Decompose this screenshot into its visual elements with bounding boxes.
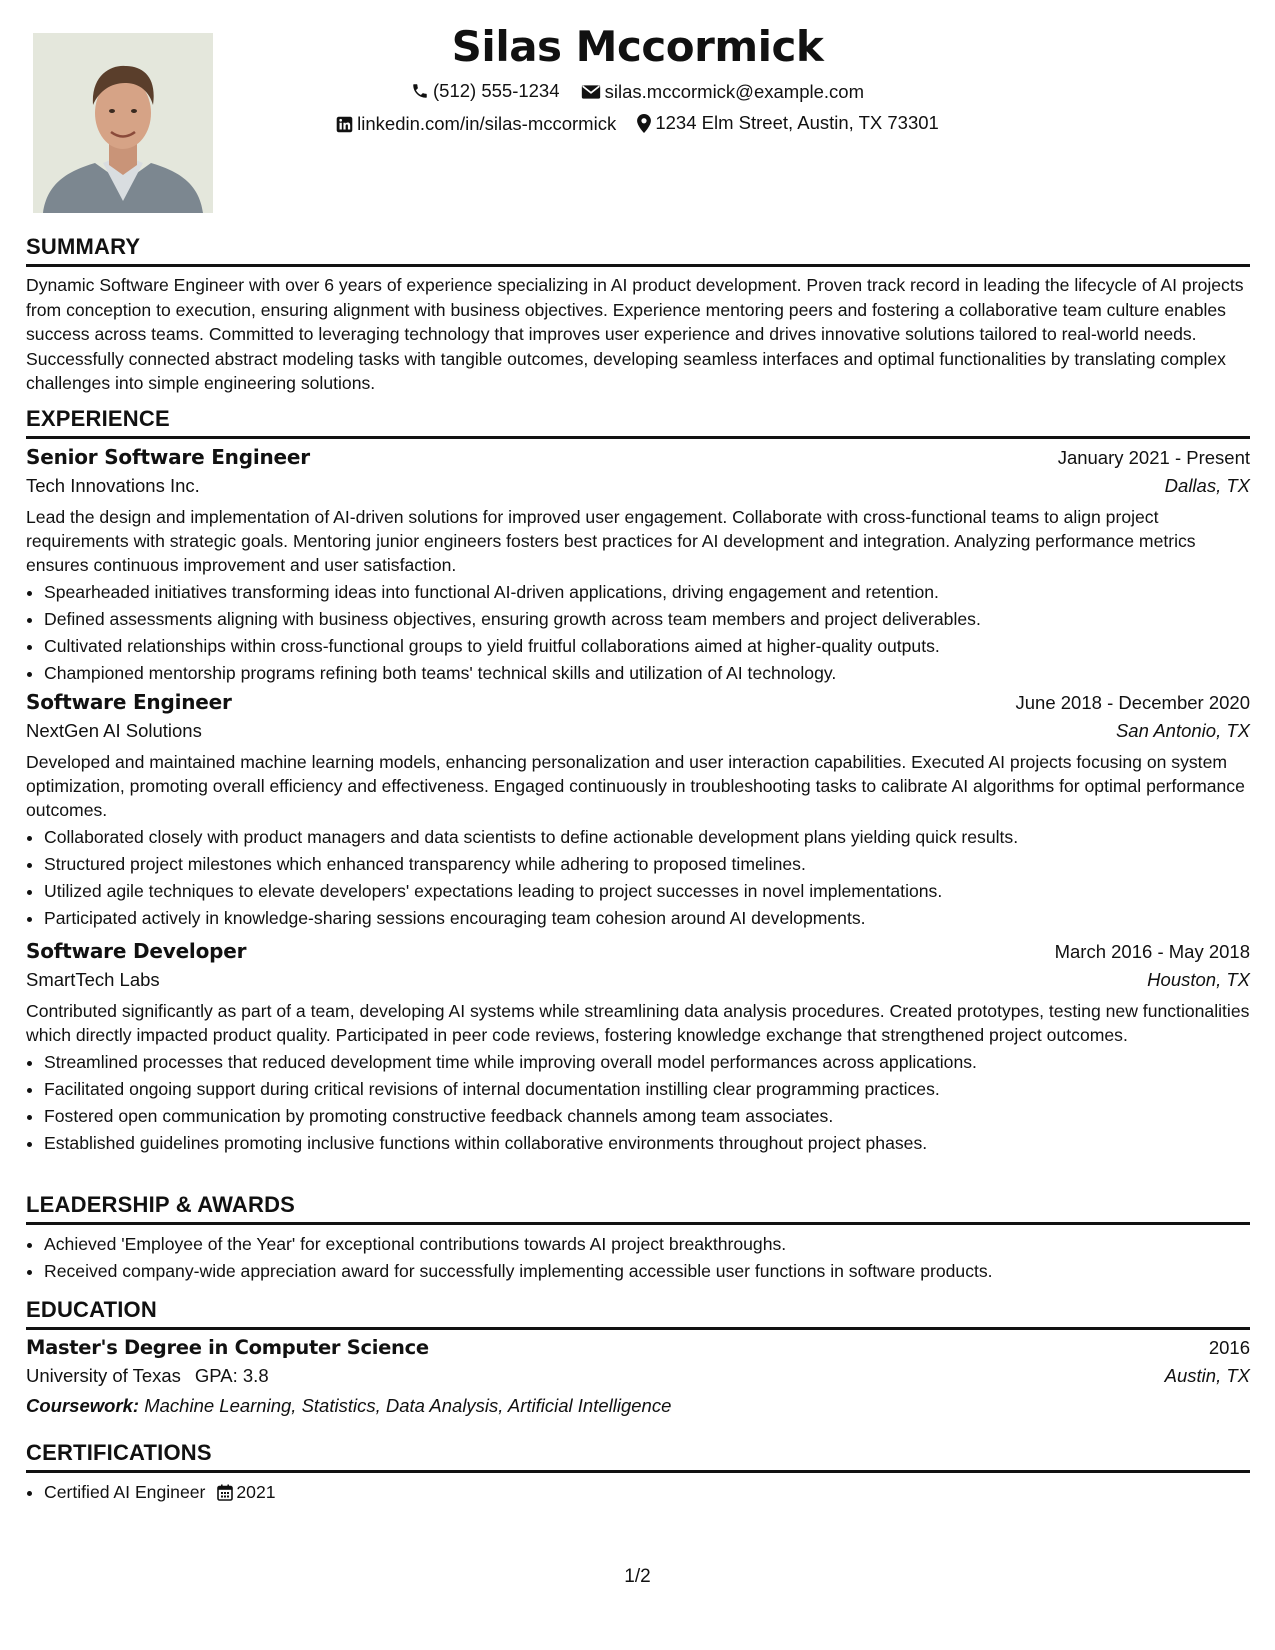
job-description: Contributed significantly as part of a team, developing AI systems while streamlining data analysis procedures. Created prototypes, testing new functionalities which directly impacted product quality. Participated in peer code reviews, fostering knowledge exchange that strengthened project outcomes.: [26, 1001, 1250, 1045]
job-location: Houston, TX: [1147, 969, 1250, 990]
candidate-name: Silas Mccormick: [451, 22, 824, 71]
map-pin-icon: [637, 114, 651, 133]
linkedin-contact[interactable]: [336, 113, 616, 135]
summary-heading: SUMMARY: [26, 234, 1250, 267]
bullet-item: • Established guidelines promoting inclusive functions within collaborative environments throughout project phases.: [44, 1130, 1250, 1157]
bullet-item: • Structured project milestones which enhanced transparency while adhering to proposed timelines.: [44, 851, 1250, 878]
certifications-list: [26, 1479, 1250, 1506]
bullet-item: • Defined assessments aligning with business objectives, ensuring growth across team members and project deliverables.: [44, 606, 1250, 633]
education-section: [26, 1297, 1250, 1417]
job-location: Dallas, TX: [1164, 475, 1250, 496]
experience-section: [26, 406, 1250, 687]
company-name: Tech Innovations Inc.: [26, 475, 200, 496]
address-contact: [637, 112, 939, 134]
job-title: Software Engineer: [26, 690, 232, 714]
contact-row-2: [0, 112, 1275, 138]
bullet-item: • Spearheaded initiatives transforming ideas into functional AI-driven applications, driving engagement and retention.: [44, 579, 1250, 606]
school-location: Austin, TX: [1164, 1365, 1250, 1386]
job-dates: January 2021 - Present: [1057, 447, 1250, 468]
bullet-item: • Streamlined processes that reduced development time while improving overall model performances across applications.: [44, 1049, 1250, 1076]
linkedin-text: linkedin.com/in/silas-mccormick: [357, 113, 617, 134]
job-bullets: [26, 824, 1250, 932]
gpa: GPA: 3.8: [194, 1365, 269, 1386]
address-text: 1234 Elm Street, Austin, TX 73301: [655, 112, 939, 133]
certifications-section: [26, 1440, 1250, 1506]
certifications-heading: CERTIFICATIONS: [26, 1440, 1250, 1473]
education-heading: EDUCATION: [26, 1297, 1250, 1330]
bullet-item: • Facilitated ongoing support during critical revisions of internal documentation instilling clear programming practices.: [44, 1076, 1250, 1103]
contact-row-1: [0, 80, 1275, 105]
job-dates: March 2016 - May 2018: [1054, 941, 1250, 962]
coursework-label: Coursework:: [26, 1395, 140, 1416]
job-title: Software Developer: [26, 939, 247, 963]
certification-year: 2021: [236, 1482, 276, 1502]
bullet-item: • Collaborated closely with product managers and data scientists to define actionable development plans yielding quick results.: [44, 824, 1250, 851]
job-entry-2: [26, 690, 1250, 932]
summary-section: [26, 234, 1250, 396]
job-title: Senior Software Engineer: [26, 445, 310, 469]
bullet-item: • Cultivated relationships within cross-functional groups to yield fruitful collaborations aimed at higher-quality outputs.: [44, 633, 1250, 660]
job-description: Lead the design and implementation of AI-driven solutions for improved user engagement. Collaborate with cross-functional teams to align project requirements with strategic goals. Mentoring junior engineers fosters best practices for AI development and integration. Analyzing performance metrics ensures continuous improvement and user satisfaction.: [26, 507, 1196, 575]
job-location: San Antonio, TX: [1115, 720, 1250, 741]
coursework-list: Machine Learning, Statistics, Data Analysis, Artificial Intelligence: [144, 1395, 672, 1416]
award-item: • Received company-wide appreciation award for successfully implementing accessible user functions in software products.: [44, 1258, 1250, 1285]
certification-item: [44, 1479, 1250, 1506]
bullet-item: • Championed mentorship programs refining both teams' technical skills and utilization of AI technology.: [44, 660, 1250, 687]
email-text: silas.mccormick@example.com: [604, 81, 864, 102]
graduation-year: 2016: [1208, 1337, 1250, 1358]
award-item: • Achieved 'Employee of the Year' for exceptional contributions towards AI project breakthroughs.: [44, 1231, 1250, 1258]
leadership-bullets: [26, 1231, 1250, 1285]
company-name: NextGen AI Solutions: [26, 720, 202, 741]
bullet-item: • Participated actively in knowledge-sharing sessions encouraging team cohesion around AI developments.: [44, 905, 1250, 932]
phone-text: (512) 555-1234: [433, 80, 560, 101]
experience-heading: EXPERIENCE: [26, 406, 1250, 439]
linkedin-icon: [336, 116, 353, 133]
phone-contact[interactable]: [411, 80, 560, 102]
job-entry-3: [26, 939, 1250, 1157]
coursework: [26, 1395, 1250, 1417]
leadership-section: [26, 1192, 1250, 1285]
job-dates: June 2018 - December 2020: [1015, 692, 1250, 713]
phone-icon: [411, 82, 429, 100]
job-bullets: [26, 1049, 1250, 1157]
job-entry: [26, 445, 1250, 687]
company-name: SmartTech Labs: [26, 969, 160, 990]
job-description: Developed and maintained machine learning models, enhancing personalization and user interaction capabilities. Executed AI projects focusing on system optimization, promoting overall efficiency and effectiveness. Engaged continuously in troubleshooting tasks to calibrate AI algorithms for optimal performance outcomes.: [26, 752, 1245, 820]
bullet-item: • Utilized agile techniques to elevate developers' expectations leading to project successes in novel implementations.: [44, 878, 1250, 905]
certification-name: • Certified AI Engineer: [44, 1482, 206, 1502]
summary-text: Dynamic Software Engineer with over 6 years of experience specializing in AI product development. Proven track record in leading the lifecycle of AI projects from conception to execution, ensuring alignment with business objectives. Experience mentoring peers and fostering a collaborative team culture enables success across teams. Committed to leveraging technology that improves user experience and drives innovative solutions tailored to real-world needs. Successfully connected abstract modeling tasks with tangible outcomes, developing seamless interfaces and optimal functionalities by translating complex challenges into simple engineering solutions.: [26, 275, 1244, 394]
bullet-item: • Fostered open communication by promoting constructive feedback channels among team associates.: [44, 1103, 1250, 1130]
job-bullets: [26, 579, 1250, 687]
school-name: University of Texas: [26, 1365, 181, 1386]
calendar-icon: [217, 1484, 233, 1501]
email-contact[interactable]: [581, 81, 864, 103]
leadership-heading: LEADERSHIP & AWARDS: [26, 1192, 1250, 1225]
envelope-icon: [581, 84, 601, 100]
degree-name: Master's Degree in Computer Science: [26, 1336, 429, 1359]
page-number: 1/2: [624, 1566, 651, 1587]
